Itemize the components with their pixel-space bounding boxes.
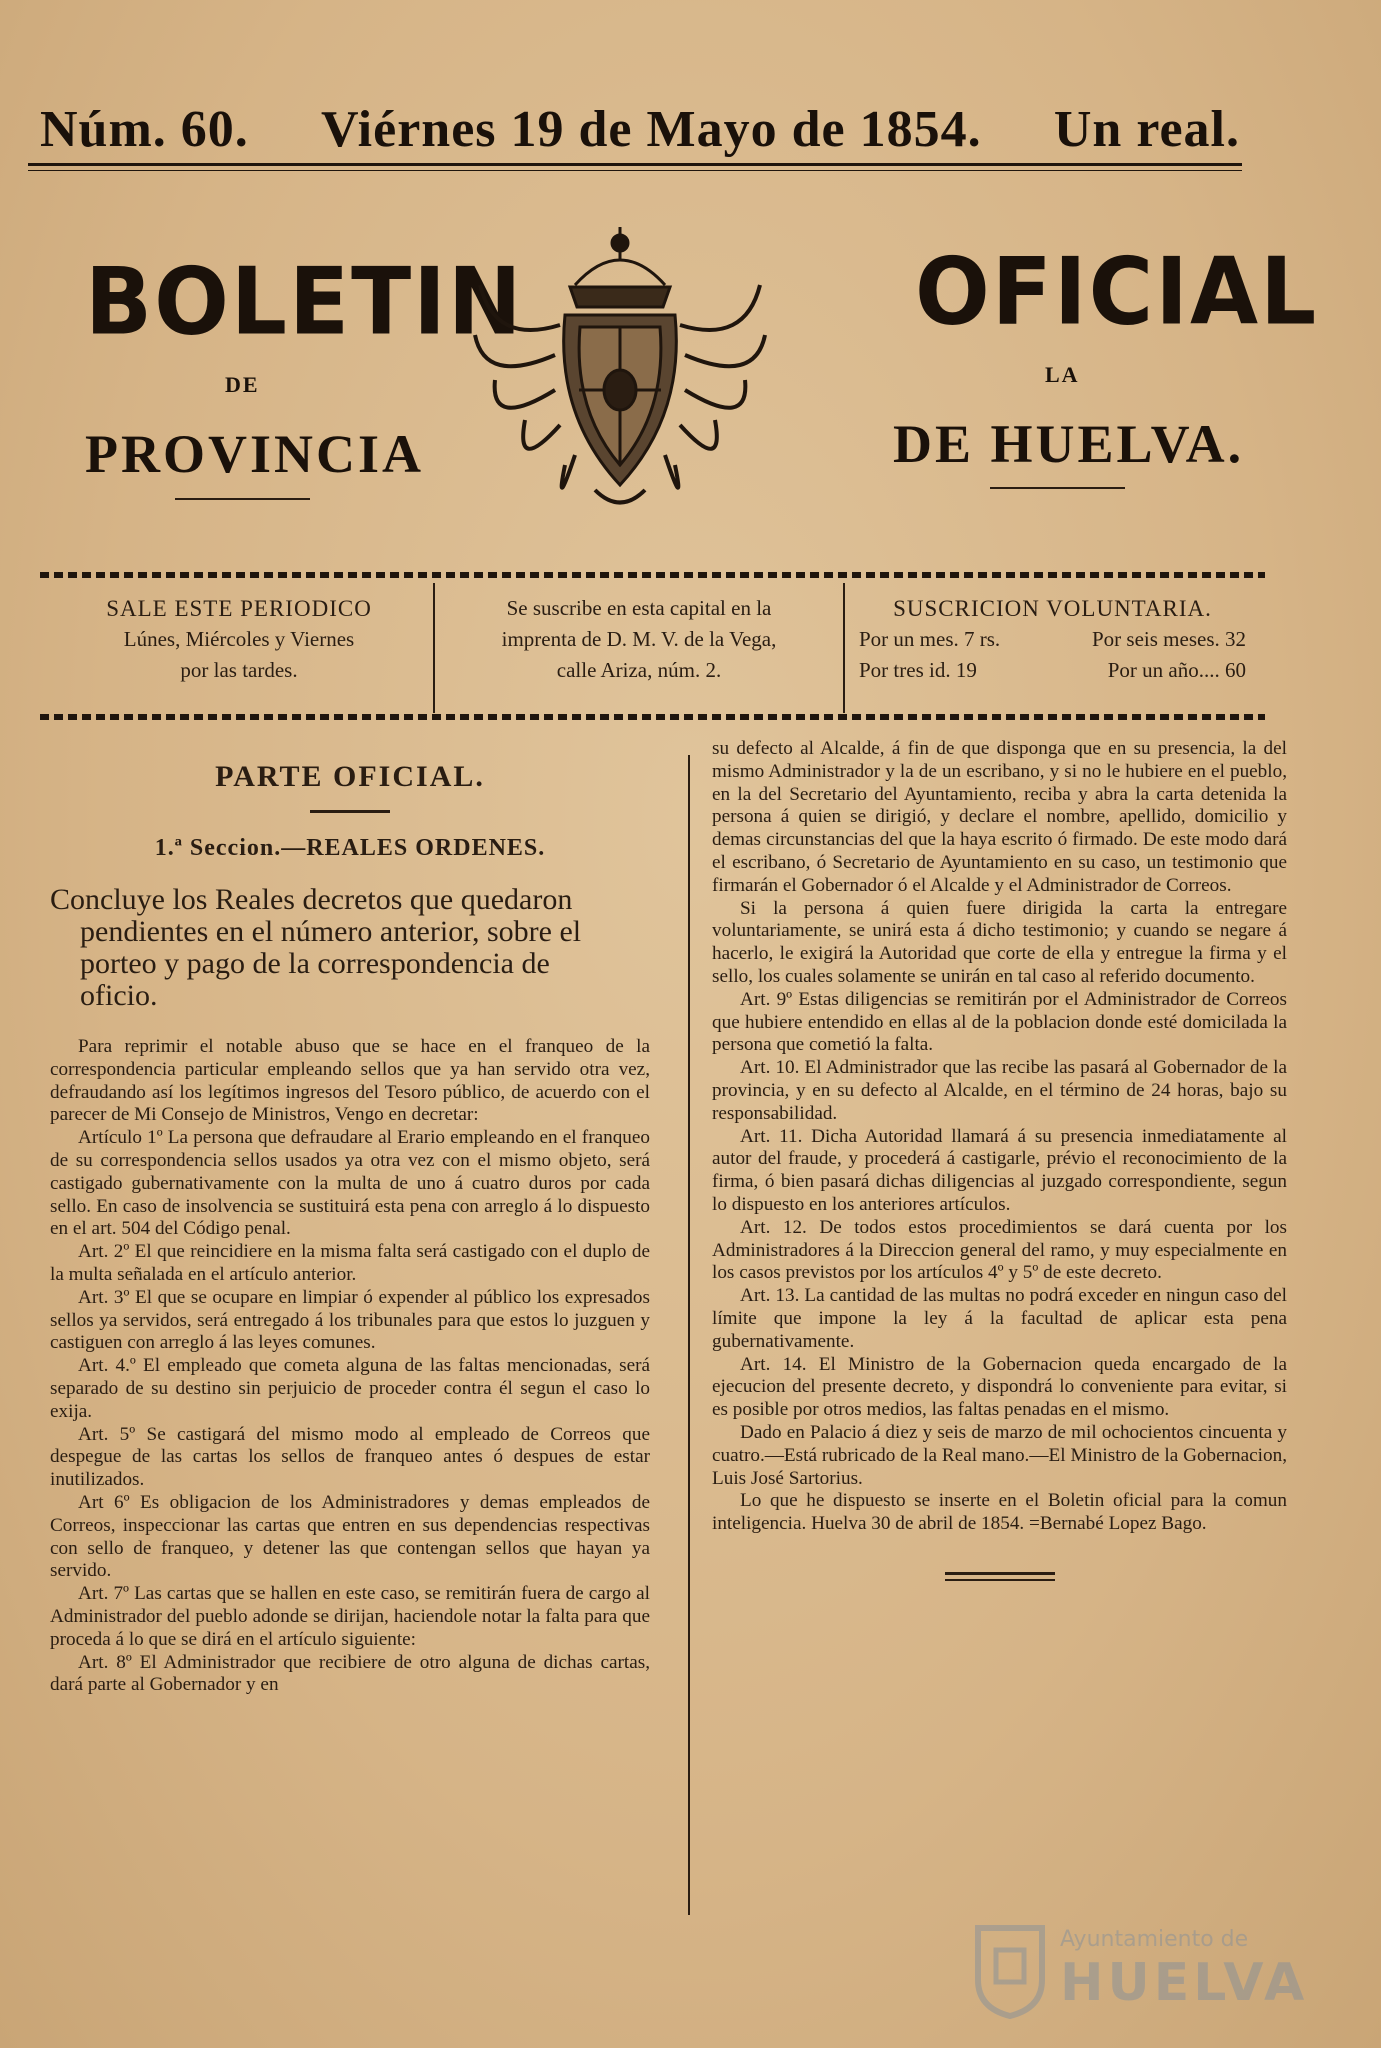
article-summary <box>50 884 650 1012</box>
issue-price: Un real. <box>1053 101 1240 158</box>
royal-coat-of-arms-icon <box>455 215 785 535</box>
article-11: Art. 11. Dicha Autoridad llamará á su presencia inmediatamente al autor del fraude, y procederá á castigarle, prévio el reconocimiento de la firma, ó bien pasará dichas diligencias al juzgado correspondiente, segun lo dispuesto en los anteriores artículos. <box>712 1125 1287 1215</box>
address-line-2: imprenta de D. M. V. de la Vega, <box>501 627 777 651</box>
prices-row-1 <box>859 624 1246 655</box>
masthead <box>40 100 1240 159</box>
info-border-bottom <box>40 714 1265 720</box>
column-divider <box>688 755 690 1915</box>
schedule-heading: SALE ESTE PERIODICO <box>106 596 372 621</box>
title-ornament-left <box>175 498 310 500</box>
article-4: Art. 4.º El empleado que cometa alguna de las faltas mencionadas, será separado de su destino sin perjuicio de proceder contra él segun el caso lo exija. <box>50 1355 650 1422</box>
article-6: Art 6º Es obligacion de los Administradores y demas empleados de Correos, inspeccionar las cartas que entren en sus dependencias respectivas con sello de franqueo, y detener las que contengan sellos que hayan ya servido. <box>50 1491 650 1582</box>
summary-line: porteo y pago de la correspondencia de <box>80 947 550 980</box>
title-oficial: OFICIAL <box>915 237 1319 346</box>
issue-number: Núm. 60. <box>40 101 249 158</box>
summary-line: oficio. <box>80 979 158 1012</box>
address-line-3: calle Ariza, núm. 2. <box>556 658 722 682</box>
title-boletin: BOLETIN <box>85 247 524 356</box>
article-3: Art. 3º El que se ocupare en limpiar ó expender al público los expresados sellos ya servidos, será entregado á los tribunales para que estos lo juzguen y castiguen con arreglo á las leyes comunes. <box>50 1286 650 1354</box>
info-border-top <box>40 572 1265 578</box>
article-7: Art. 7º Las cartas que se hallen en este caso, se remitirán fuera de cargo al Administrador del pueblo adonde se dirijan, haciendole notar la falta para que proceda á lo que se dirá en el artículo siguiente: <box>50 1583 650 1650</box>
subscription-info <box>45 583 1260 713</box>
prices-heading: SUSCRICION VOLUNTARIA. <box>893 596 1212 621</box>
subscription-address <box>433 583 843 713</box>
left-column <box>50 760 650 1697</box>
address-line-1: Se suscribe en esta capital en la <box>506 596 772 620</box>
watermark-name: HUELVA <box>1060 1953 1309 2013</box>
masthead-rule-thin <box>28 170 1242 171</box>
title-la: LA <box>1045 362 1080 387</box>
price-six-months: Por seis meses. 32 <box>1092 627 1246 651</box>
price-one-year: Por un año.... 60 <box>1107 658 1246 682</box>
prices-row-2 <box>859 655 1246 686</box>
closing-rule-thin <box>945 1579 1055 1581</box>
subsection-title: 1.ª Seccion.—REALES ORDENES. <box>154 835 546 861</box>
price-three-months: Por tres id. 19 <box>859 658 977 682</box>
watermark-caption: Ayuntamiento de <box>1060 1927 1249 1952</box>
article-12: Art. 12. De todos estos procedimientos se dará cuenta por los Administradores á la Direccion general del ramo, y muy especialmente en los casos previstos por los artículos 4º y 5º de este decreto. <box>712 1216 1287 1284</box>
schedule-days: Lúnes, Miércoles y Viernes <box>123 627 355 651</box>
title-ornament-right <box>990 487 1125 489</box>
archive-watermark <box>965 1915 1325 2025</box>
masthead-rule <box>28 163 1242 166</box>
issue-date: Viérnes 19 de Mayo de 1854. <box>321 101 982 158</box>
right-column <box>712 738 1287 1581</box>
summary-line: pendientes en el número anterior, sobre el <box>80 915 582 948</box>
subscription-prices <box>843 583 1260 713</box>
summary-line: Concluye los Reales decretos que quedaron <box>50 883 573 916</box>
article-8-continued: su defecto al Alcalde, á fin de que disponga que en su presencia, la del mismo Administrador y la de un escribano, y si no le hubiere en el pueblo, en la del Secretario del Ayuntamiento, reciba y abra la carta detenida la persona á quien se dirigió, y declare el nombre, apellido, domicilio y demas circunstancias del que la haya escrito ó firmado. De este modo dará el escribano, ó Secretario de Ayuntamiento en su caso, un testimonio que firmarán el Gobernador ó el Alcalde y el Administrador de Correos. <box>712 738 1287 896</box>
article-13: Art. 13. La cantidad de las multas no podrá exceder en ningun caso del límite que impone la ley á la facultad de aplicar esta pena gubernativamente. <box>712 1285 1287 1352</box>
price-one-month: Por un mes. 7 rs. <box>859 627 1001 651</box>
title-de-huelva: DE HUELVA. <box>893 414 1245 474</box>
section-title: PARTE OFICIAL. <box>215 760 485 793</box>
city-shield-icon <box>970 1920 1050 2020</box>
article-5: Art. 5º Se castigará del mismo modo al empleado de Correos que despegue de las cartas los sellos de franqueo antes ó despues de estar inutilizados. <box>50 1423 650 1491</box>
decree-preamble: Para reprimir el notable abuso que se hace en el franqueo de la correspondencia particular empleando sellos que ya han servido otra vez, defraudando así los legítimos ingresos del Tesoro público, de acuerdo con el parecer de Mi Consejo de Ministros, Vengo en decretar: <box>50 1036 650 1126</box>
decree-date: Dado en Palacio á diez y seis de marzo de mil ochocientos cincuenta y cuatro.—Está rubricado de la Real mano.—El Ministro de la Gobernacion, Luis José Sartorius. <box>712 1421 1287 1489</box>
delivery-paragraph: Si la persona á quien fuere dirigida la carta la entregare voluntariamente, se unirá esta á dicho testimonio; y cuando se negare á hacerlo, le exigirá la Autoridad que corte de ella y entregue la firma y el sello, los cuales solamente se unirán en tal caso al referido documento. <box>712 897 1287 987</box>
article-10: Art. 10. El Administrador que las recibe las pasará al Gobernador de la provincia, y en su defecto al Alcalde, en el término de 24 horas, bajo su responsabilidad. <box>712 1057 1287 1124</box>
article-9: Art. 9º Estas diligencias se remitirán por el Administrador de Correos que hubiere entendido en ellas al de la poblacion donde esté domicilada la persona que cometió la falta. <box>712 988 1287 1056</box>
title-provincia: PROVINCIA <box>85 424 425 484</box>
title-de: DE <box>225 372 260 397</box>
article-14: Art. 14. El Ministro de la Gobernacion queda encargado de la ejecucion del presente decreto, y dispondrá lo conveniente para evitar, si es posible por otros medios, las faltas penadas en el mismo. <box>712 1353 1287 1421</box>
publication-schedule <box>45 583 433 713</box>
publication-order: Lo que he dispuesto se inserte en el Boletin oficial para la comun inteligencia. Huelva 30 de abril de 1854. =Bernabé Lopez Bago. <box>712 1490 1287 1535</box>
article-2: Art. 2º El que reincidiere en la misma falta será castigado con el duplo de la multa señalada en el artículo anterior. <box>50 1241 650 1285</box>
closing-rule <box>945 1572 1055 1575</box>
schedule-time: por las tardes. <box>180 658 298 682</box>
article-8: Art. 8º El Administrador que recibiere de otro alguna de dichas cartas, dará parte al Gobernador y en <box>50 1651 650 1696</box>
article-1: Artículo 1º La persona que defraudare al Erario empleando en el franqueo de su correspondencia sellos usados ya otra vez con el mismo objeto, será castigado gubernativamente con la multa de uno á cuatro duros por cada sello. En caso de insolvencia se sustituirá esta pena con arreglo á lo dispuesto en el art. 504 del Código penal. <box>50 1127 650 1240</box>
section-ornament <box>310 810 390 813</box>
